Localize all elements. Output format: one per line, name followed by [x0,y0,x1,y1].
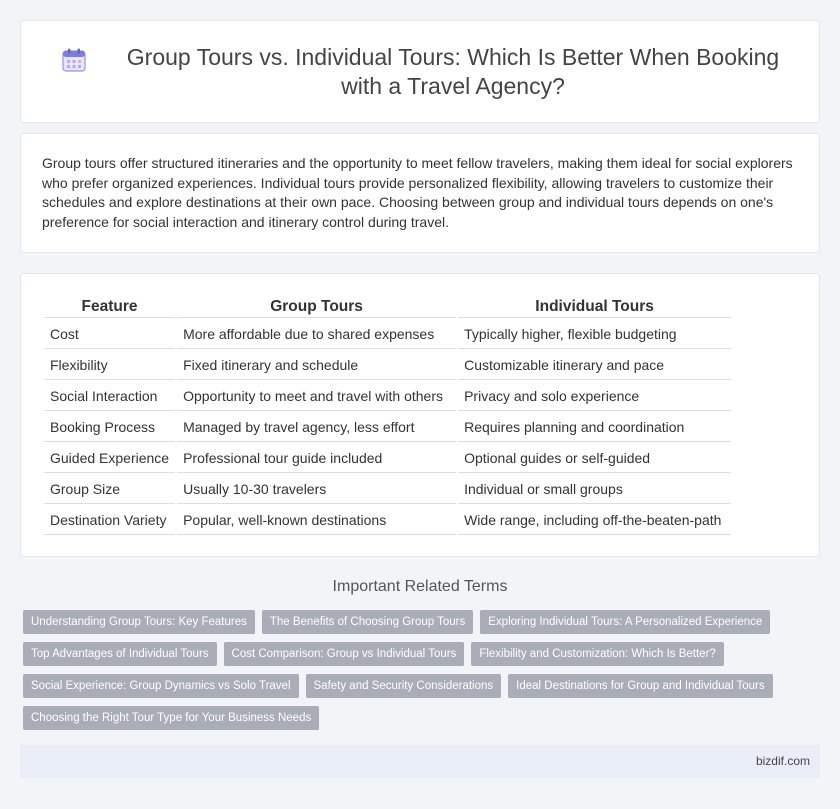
comparison-card [20,273,820,557]
cell-group: Professional tour guide included [177,444,456,473]
header-group-tours: Group Tours [177,296,456,318]
cell-feature: Cost [44,320,175,349]
cell-individual: Privacy and solo experience [458,382,731,411]
cell-feature: Destination Variety [44,506,175,535]
intro-paragraph: Group tours offer structured itineraries and the opportunity to meet fellow travelers, making them ideal for social explorers who prefer organized experiences. Individual tours provide personalized flexibility, allowing travelers to customize their schedules and explore destinations at their own pace. Choosing between group and individual tours depends on one's preference for social interaction and itinerary control during travel. [42,155,793,230]
related-term-tag[interactable]: Top Advantages of Individual Tours [23,642,217,666]
cell-group: Usually 10-30 travelers [177,475,456,504]
footer [20,745,820,778]
cell-feature: Flexibility [44,351,175,380]
table-row [44,382,731,411]
cell-feature: Guided Experience [44,444,175,473]
table-row [44,444,731,473]
cell-individual: Wide range, including off-the-beaten-path [458,506,731,535]
table-row [44,413,731,442]
table-row [44,506,731,535]
cell-group: Managed by travel agency, less effort [177,413,456,442]
related-terms-title: Important Related Terms [332,578,508,595]
related-term-tag[interactable]: Social Experience: Group Dynamics vs Solo Travel [23,674,299,698]
cell-group: Popular, well-known destinations [177,506,456,535]
related-term-tag[interactable]: The Benefits of Choosing Group Tours [262,610,473,634]
related-term-tag[interactable]: Choosing the Right Tour Type for Your Business Needs [23,706,319,730]
header-feature: Feature [44,296,175,318]
cell-group: More affordable due to shared expenses [177,320,456,349]
related-term-tag[interactable]: Cost Comparison: Group vs Individual Tours [224,642,465,666]
cell-individual: Customizable itinerary and pace [458,351,731,380]
related-terms-tags [23,610,803,738]
table-row [44,475,731,504]
related-term-tag[interactable]: Exploring Individual Tours: A Personalized Experience [480,610,770,634]
calendar-icon [61,47,87,73]
cell-individual: Optional guides or self-guided [458,444,731,473]
table-row [44,320,731,349]
cell-individual: Typically higher, flexible budgeting [458,320,731,349]
header-individual-tours: Individual Tours [458,296,731,318]
intro-card [20,133,820,253]
cell-feature: Group Size [44,475,175,504]
related-term-tag[interactable]: Flexibility and Customization: Which Is Better? [471,642,723,666]
footer-site-link[interactable]: bizdif.com [755,754,810,768]
related-term-tag[interactable]: Ideal Destinations for Group and Individual Tours [508,674,772,698]
related-term-tag[interactable]: Understanding Group Tours: Key Features [23,610,255,634]
related-term-tag[interactable]: Safety and Security Considerations [306,674,502,698]
cell-group: Fixed itinerary and schedule [177,351,456,380]
page-title: Group Tours vs. Individual Tours: Which Is Better When Booking with a Travel Agency? [126,44,780,99]
header [61,43,799,101]
cell-group: Opportunity to meet and travel with others [177,382,456,411]
cell-feature: Social Interaction [44,382,175,411]
comparison-table [42,294,733,537]
table-header-row [44,296,731,318]
table-row [44,351,731,380]
cell-feature: Booking Process [44,413,175,442]
cell-individual: Individual or small groups [458,475,731,504]
header-card [20,20,820,123]
cell-individual: Requires planning and coordination [458,413,731,442]
